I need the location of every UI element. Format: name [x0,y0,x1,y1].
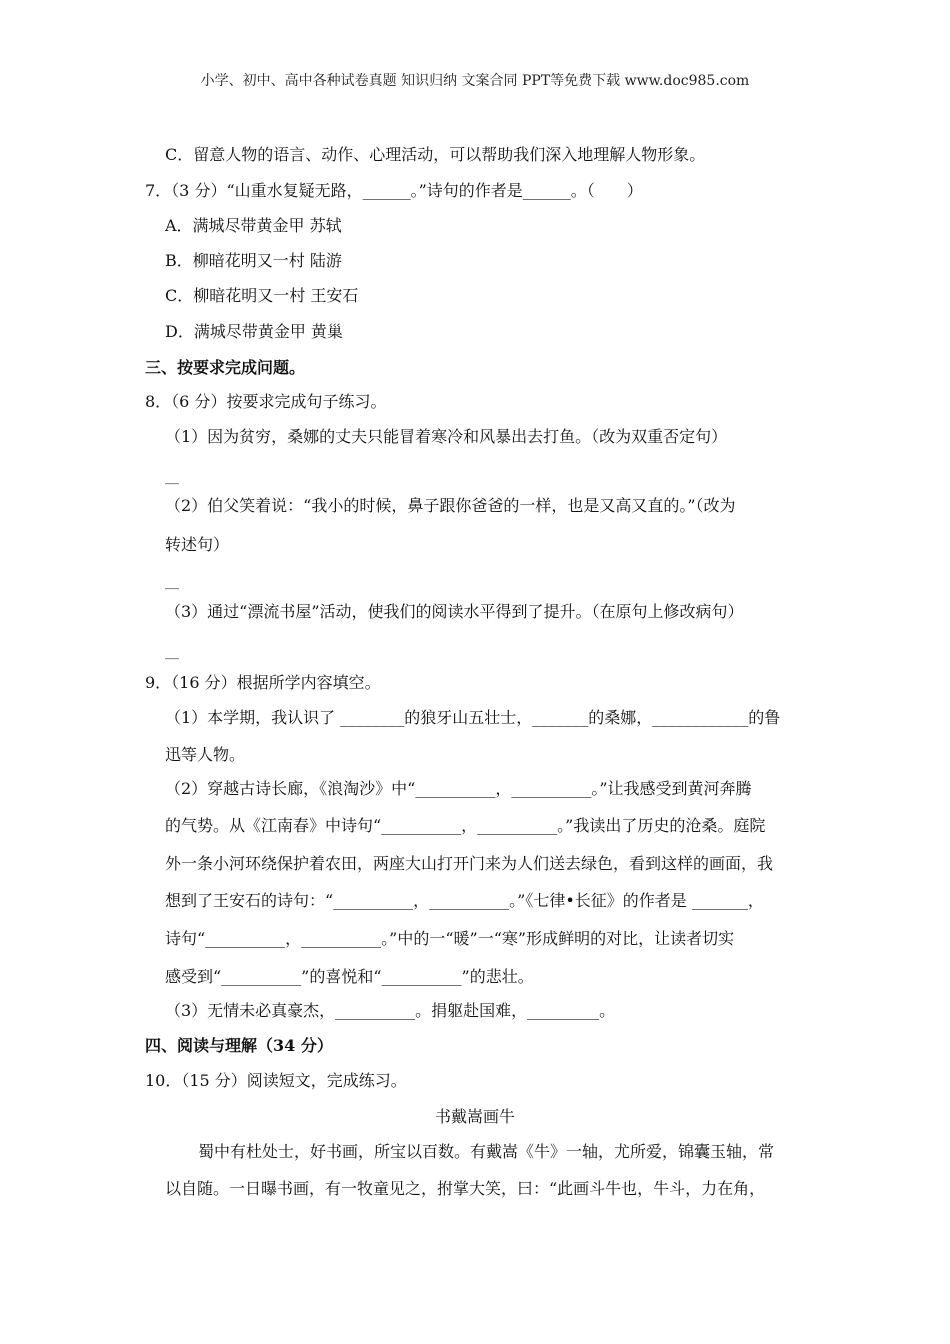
q9-part2-line6: 感受到“__________”的喜悦和“__________”的悲壮。 [165,967,534,986]
q9-part2-line2: 的气势。从《江南春》中诗句“__________，__________。”我读出了历史的沧桑。庭院 [165,816,766,835]
q7-stem: 7．（3 分）“山重水复疑无路，______。”诗句的作者是______。（ ） [145,181,643,200]
q9-part1-line2: 迅等人物。 [165,745,246,764]
page-header: 小学、初中、高中各种试卷真题 知识归纳 文案合同 PPT等免费下载 www.doc985.com [200,73,750,89]
section-3-heading: 三、按要求完成问题。 [145,358,306,377]
q9-part3: （3）无情未必真豪杰，__________。捐躯赴国难，_________。 [165,1001,616,1020]
q9-part2-line4: 想到了王安石的诗句：“__________，__________。”《七律•长征》的作者是 _______， [165,891,764,910]
section-4-heading: 四、阅读与理解（34 分） [145,1036,333,1055]
passage-line1: 蜀中有杜处士，好书画，所宝以百数。有戴嵩《牛》一轴，尤所爱，锦囊玉轴，常 [198,1142,775,1161]
q8-stem: 8．（6 分）按要求完成句子练习。 [145,392,387,411]
q10-stem: 10．（15 分）阅读短文，完成练习。 [145,1071,407,1090]
q9-part1-line1: （1）本学期，我认识了 ________的狼牙山五壮士，_______的桑娜，____________的鲁 [165,708,781,727]
q7-option-c: C．柳暗花明又一村 王安石 [165,286,359,305]
q8-part1: （1）因为贫穷，桑娜的丈夫只能冒着寒冷和风暴出去打鱼。（改为双重否定句） [165,427,728,446]
q8-part3: （3）通过“漂流书屋”活动，使我们的阅读水平得到了提升。（在原句上修改病句） [165,602,744,621]
q7-option-d: D．满城尽带黄金甲 黄巢 [165,322,343,341]
q9-stem: 9．（16 分）根据所学内容填空。 [145,673,381,692]
q8-part2-line2: 转述句） [165,535,230,554]
q8-answer1-blank: __ [165,469,179,485]
q7-option-b: B．柳暗花明又一村 陆游 [165,251,342,270]
q9-part2-line3: 外一条小河环绕保护着农田，两座大山打开门来为人们送去绿色，看到这样的画面，我 [165,854,774,873]
passage-title: 书戴嵩画牛 [434,1107,515,1126]
q9-part2-line1: （2）穿越古诗长廊，《浪淘沙》中“__________，__________。”让我感受到黄河奔腾 [165,779,752,798]
q8-answer2-blank: __ [165,574,179,590]
q9-part2-line5: 诗句“__________，__________。”中的一“暖”一“寒”形成鲜明的对比，让读者切实 [165,929,735,948]
q8-part2-line1: （2）伯父笑着说：“我小的时候，鼻子跟你爸爸的一样，也是又高又直的。”（改为 [165,496,736,515]
q7-option-a: A．满城尽带黄金甲 苏轼 [165,216,342,235]
q8-answer3-blank: __ [165,644,179,660]
q6-option-c: C．留意人物的语言、动作、心理活动，可以帮助我们深入地理解人物形象。 [165,145,706,164]
passage-line2: 以自随。一日曝书画，有一牧童见之，拊掌大笑，曰：“此画斗牛也，牛斗，力在角， [165,1179,766,1198]
